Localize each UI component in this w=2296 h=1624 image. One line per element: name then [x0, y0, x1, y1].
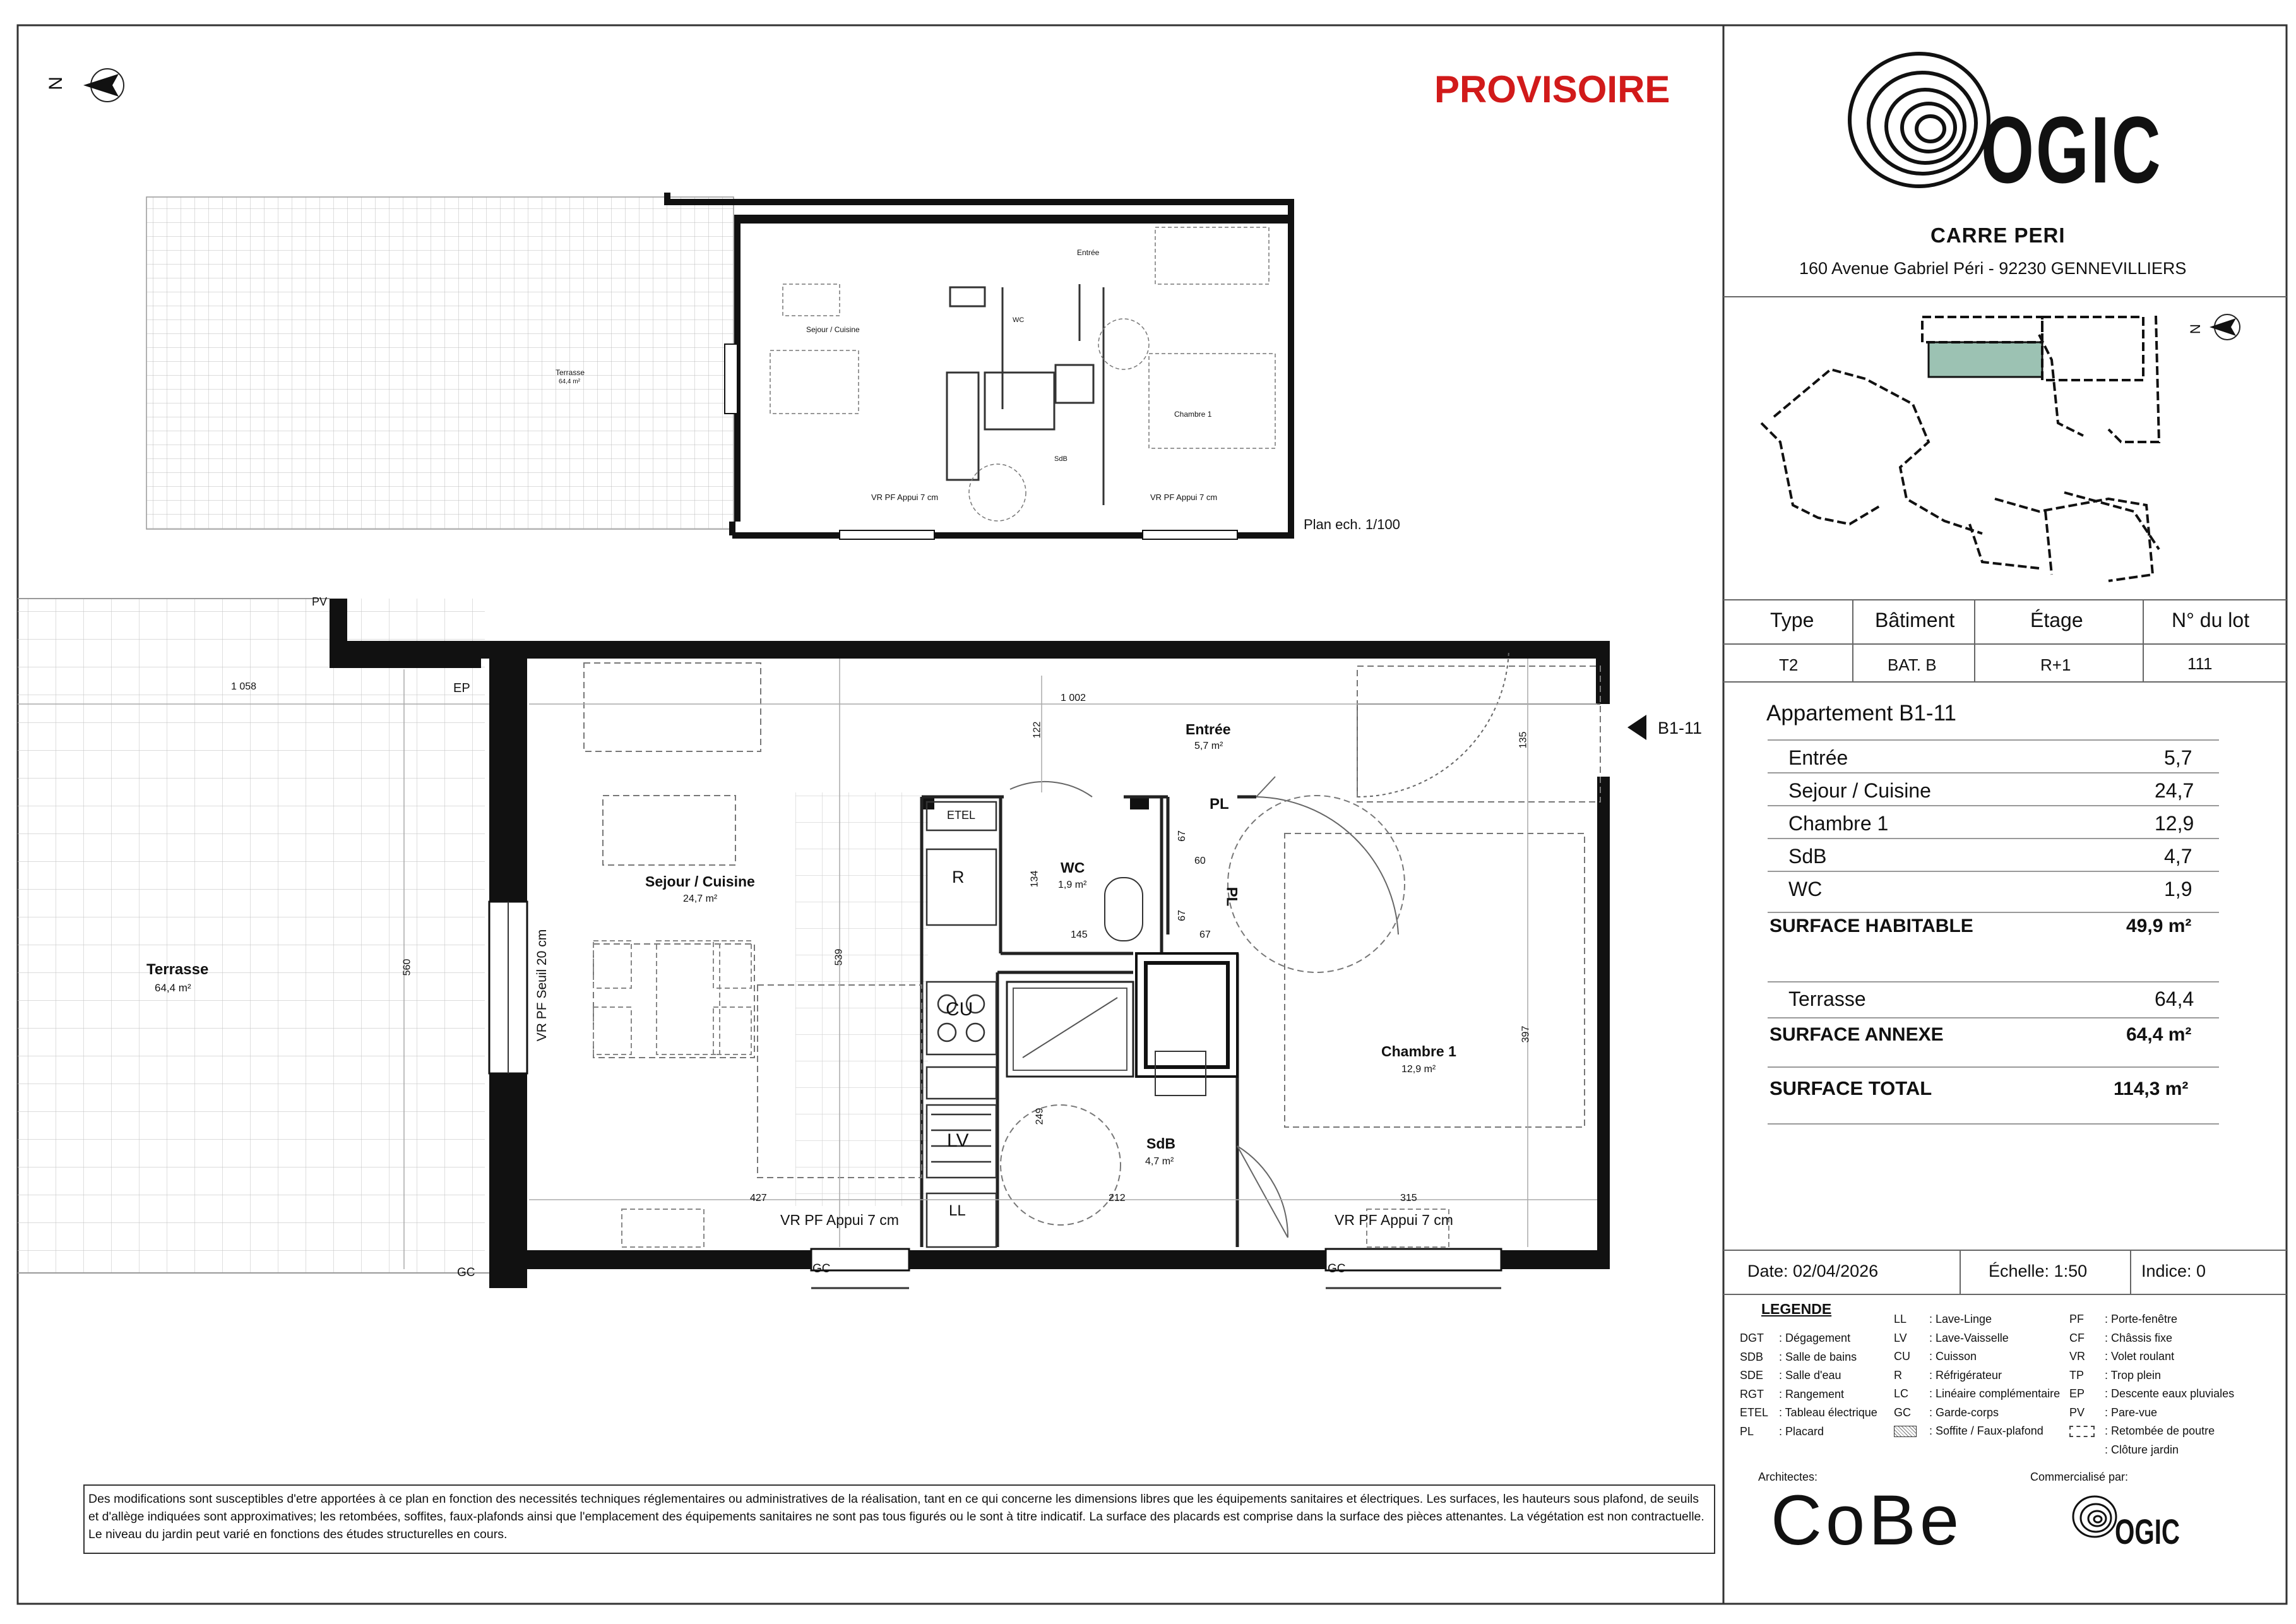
gc-label-1: GC	[457, 1266, 475, 1279]
lot-header-type: Type	[1770, 609, 1814, 631]
legend-item: LL : Lave-Linge	[1894, 1313, 1992, 1325]
surface-total-label: SURFACE TOTAL	[1770, 1077, 1932, 1099]
lot-value-building: BAT. B	[1888, 655, 1937, 674]
annex-row-area: 64,4	[2155, 988, 2194, 1010]
ogic-logo-text: OGIC	[1981, 97, 2163, 203]
project-name: CARRE PERI	[1930, 224, 2066, 247]
project-address: 160 Avenue Gabriel Péri - 92230 GENNEVILLIERS	[1799, 259, 2187, 278]
surface-habitable-label: SURFACE HABITABLE	[1770, 916, 1973, 936]
dim-67-c: 67	[1199, 929, 1211, 940]
sdb-area: 4,7 m²	[1145, 1156, 1174, 1167]
legend-item: LV : Lave-Vaisselle	[1894, 1331, 2009, 1344]
closet-label-1: PL	[1210, 796, 1229, 813]
fridge-label: R	[952, 868, 965, 887]
wc-area: 1,9 m²	[1058, 880, 1087, 890]
marketed-by-label: Commercialisé par:	[2030, 1471, 2129, 1483]
legend-item: DGT : Dégagement	[1740, 1332, 1851, 1344]
plan-scale: Échelle: 1:50	[1989, 1262, 2088, 1281]
surface-habitable-value: 49,9 m²	[2126, 916, 2192, 936]
legend-item: R : Réfrigérateur	[1894, 1368, 2002, 1382]
disclaimer-text: Des modifications sont susceptibles d'etre apportées à ce plan en fonction des necessités techniques réglementaires ou administratives de la réalisation, tant en ce qui concerne les dimensions libres que les équipements sanitaires et électriques. Les surfaces, les hauteurs sous plafond, de seuils et d'allège indiquées sont approximatives; les retombées, soffites, faux-plafonds ainsi que l'emplacement des équipements sanitaires ne sont pas tous figurés ou le sont à titre indicatif. La surface des placards est comprise dans la surface des pièces attenantes. La végétation est non contractuelle. Le niveau du jardin peut varié en fonctions des études structurelles en cours.	[88, 1492, 1704, 1541]
overview-entree-label: Entrée	[1077, 248, 1100, 257]
room-row-area: 24,7	[2155, 779, 2194, 802]
site-plan-map	[1755, 309, 2172, 594]
ogic-small-logo-icon	[2071, 1491, 2121, 1542]
room-row-name: Sejour / Cuisine	[1788, 779, 1931, 802]
overview-vr-label: VR PF Appui 7 cm	[871, 493, 939, 502]
room-row-area: 1,9	[2164, 878, 2192, 900]
provisional-watermark: PROVISOIRE	[1434, 68, 1670, 110]
legend-item: EP : Descente eaux pluviales	[2069, 1387, 2235, 1400]
beam-dashed-icon	[2069, 1426, 2095, 1437]
etel-label: ETEL	[947, 809, 976, 821]
overview-sdb-label: SdB	[1054, 455, 1068, 463]
surface-annexe-label: SURFACE ANNEXE	[1770, 1024, 1944, 1045]
entree-label: Entrée	[1186, 721, 1231, 737]
overview-terrace-label: Terrasse	[556, 368, 585, 377]
lot-value-number: 111	[2187, 654, 2213, 673]
dim-539: 539	[833, 948, 845, 966]
plan-date: Date: 02/04/2026	[1747, 1262, 1879, 1281]
overview-chambre-label: Chambre 1	[1174, 410, 1212, 419]
dim-145: 145	[1071, 929, 1088, 940]
room-row-name: SdB	[1788, 845, 1827, 868]
chambre-area: 12,9 m²	[1401, 1064, 1436, 1075]
legend-item: LC : Linéaire complémentaire	[1894, 1387, 2061, 1400]
sejour-area: 24,7 m²	[683, 893, 718, 904]
legend-item: SDB : Salle de bains	[1740, 1350, 1857, 1363]
legend-item: PV : Pare-vue	[2069, 1406, 2158, 1419]
surface-annexe-value: 64,4 m²	[2126, 1024, 2192, 1045]
dim-397: 397	[1520, 1025, 1532, 1043]
legend-item: : Soffite / Faux-plafond	[1894, 1425, 2060, 1444]
legend-item: : Clôture jardin	[2105, 1443, 2179, 1456]
overview-vr-label-2: VR PF Appui 7 cm	[1150, 493, 1218, 502]
surface-total-value: 114,3 m²	[2114, 1078, 2189, 1099]
lot-marker-label: B1-11	[1658, 719, 1703, 737]
dim-60: 60	[1194, 856, 1206, 866]
window-annotation-terrace: VR PF Seuil 20 cm	[535, 929, 550, 1042]
legend-item: CU : Cuisson	[1894, 1350, 1977, 1363]
apartment-title: Appartement B1-11	[1766, 701, 1956, 725]
pv-label: PV	[312, 595, 328, 608]
lot-header-floor: Étage	[2030, 609, 2083, 631]
legend-item: VR : Volet roulant	[2069, 1350, 2175, 1363]
dim-67-b: 67	[1176, 910, 1187, 921]
scale-note: Plan ech. 1/100	[1304, 516, 1400, 532]
architects-label: Architectes:	[1758, 1471, 1818, 1483]
legend-item: GC : Garde-corps	[1894, 1406, 1999, 1419]
closet-label-2: PL	[1223, 887, 1240, 907]
site-compass-letter: N	[2187, 324, 2203, 334]
terrace-area: 64,4 m²	[155, 982, 191, 994]
soffit-hatch-icon	[1894, 1426, 1917, 1437]
chambre-label: Chambre 1	[1381, 1043, 1456, 1060]
legend-item: ETEL : Tableau électrique	[1740, 1406, 1877, 1419]
lot-value-floor: R+1	[2040, 655, 2071, 674]
washer-label: LL	[949, 1202, 966, 1219]
legend-item: TP : Trop plein	[2069, 1368, 2162, 1382]
room-row-area: 5,7	[2164, 746, 2192, 769]
window-annotation-chambre: VR PF Appui 7 cm	[1335, 1212, 1453, 1228]
cobe-logo: CoBe	[1771, 1481, 1963, 1560]
room-row-area: 12,9	[2155, 812, 2194, 835]
compass-letter: N	[45, 76, 66, 90]
dim-1058: 1 058	[231, 681, 257, 692]
room-row-area: 4,7	[2164, 845, 2192, 868]
dishwasher-label: LV	[947, 1130, 969, 1151]
room-row-name: Chambre 1	[1788, 812, 1889, 835]
lot-header-building: Bâtiment	[1875, 609, 1955, 631]
legend-item: PF : Porte-fenêtre	[2069, 1313, 2178, 1325]
lot-value-type: T2	[1779, 655, 1799, 674]
sdb-label: SdB	[1146, 1135, 1175, 1152]
ep-label: EP	[453, 681, 470, 695]
dim-67-a: 67	[1176, 830, 1187, 842]
sejour-label: Sejour / Cuisine	[645, 873, 755, 890]
wc-label: WC	[1061, 859, 1085, 876]
cooktop-label: CU	[946, 999, 973, 1020]
dim-212: 212	[1109, 1193, 1126, 1203]
legend-item: PL : Placard	[1740, 1424, 1824, 1438]
legend-item: : Retombée de poutre	[2069, 1425, 2234, 1444]
legend-title: LEGENDE	[1761, 1301, 1832, 1317]
legend-col-2	[1894, 1313, 2060, 1444]
legend-col-3	[2069, 1313, 2234, 1462]
legend-col-1	[1740, 1332, 1877, 1444]
legend-item: RGT : Rangement	[1740, 1387, 1845, 1400]
gc-label-2: GC	[812, 1262, 831, 1275]
annex-row-name: Terrasse	[1788, 988, 1866, 1010]
dim-560: 560	[402, 958, 413, 976]
dim-315: 315	[1400, 1193, 1417, 1203]
room-row-name: WC	[1788, 878, 1823, 900]
entree-area: 5,7 m²	[1194, 741, 1223, 751]
dim-427: 427	[750, 1193, 767, 1203]
overview-wc-label: WC	[1013, 316, 1025, 324]
plan-index: Indice: 0	[2141, 1262, 2206, 1281]
room-row-name: Entrée	[1788, 746, 1848, 769]
window-annotation-sejour: VR PF Appui 7 cm	[780, 1212, 899, 1228]
legend-item: SDE : Salle d'eau	[1740, 1369, 1841, 1382]
gc-label-3: GC	[1328, 1262, 1346, 1275]
dim-122: 122	[1032, 721, 1043, 739]
dim-1002: 1 002	[1061, 693, 1086, 703]
ogic-small-logo-text: OGIC	[2115, 1512, 2180, 1551]
overview-terrace-area: 64,4 m²	[559, 378, 580, 385]
overview-sejour-label: Sejour / Cuisine	[806, 325, 860, 334]
legend-item: CF : Châssis fixe	[2069, 1331, 2173, 1344]
dim-134: 134	[1029, 870, 1040, 888]
dim-135: 135	[1518, 731, 1529, 749]
dim-249: 249	[1034, 1108, 1045, 1125]
terrace-label: Terrasse	[146, 961, 209, 978]
lot-header-number: N° du lot	[2172, 609, 2250, 631]
